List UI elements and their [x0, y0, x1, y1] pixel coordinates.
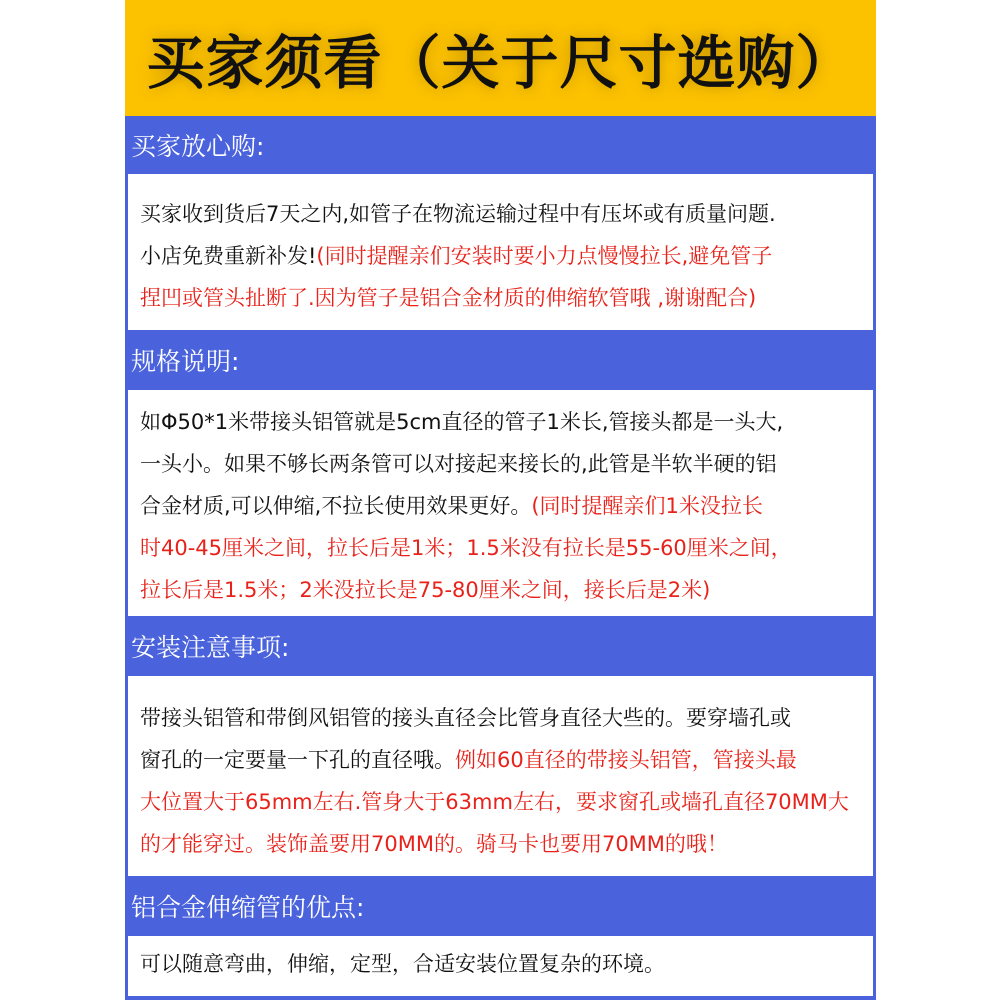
section-title: 规格说明:	[131, 347, 240, 376]
section-header-advantages	[125, 876, 876, 936]
section-body-specifications	[125, 390, 876, 616]
section-title: 铝合金伸缩管的优点:	[131, 893, 365, 922]
text-line: 一头小。如果不够长两条管可以对接起来接长的,此管是半软半硬的铝	[140, 452, 777, 476]
section-header-buyer-assurance	[125, 116, 876, 174]
section-title: 买家放心购:	[131, 132, 265, 161]
section-title: 安装注意事项:	[131, 633, 290, 662]
product-notice-page	[125, 0, 876, 1000]
text-line: 可以随意弯曲，伸缩，定型，合适安装位置复杂的环境。	[140, 952, 665, 976]
text-line: 小店免费重新补发!(同时提醒亲们安装时要小力点慢慢拉长,避免管子	[140, 244, 773, 268]
text-line: 如Φ50*1米带接头铝管就是5cm直径的管子1米长,管接头都是一头大,	[140, 410, 784, 434]
text-line: 时40-45厘米之间，拉长后是1米；1.5米没有拉长是55-60厘米之间，	[140, 536, 792, 560]
section-header-installation-notes	[125, 616, 876, 676]
text-line: 拉长后是1.5米；2米没拉长是75-80厘米之间，接长后是2米)	[140, 578, 711, 602]
text-line: 的才能穿过。装饰盖要用70MM的。骑马卡也要用70MM的哦！	[140, 832, 728, 856]
text-line: 窗孔的一定要量一下孔的直径哦。例如60直径的带接头铝管，管接头最	[140, 748, 797, 772]
text-line: 合金材质,可以伸缩,不拉长使用效果更好。(同时提醒亲们1米没拉长	[140, 494, 763, 518]
section-body-buyer-assurance	[125, 174, 876, 330]
header-banner	[125, 0, 876, 116]
section-body-installation-notes	[125, 676, 876, 876]
page-title: 买家须看（关于尺寸选购）	[146, 29, 855, 97]
bottom-border	[125, 996, 876, 1000]
text-line: 大位置大于65mm左右.管身大于63mm左右，要求窗孔或墙孔直径70MM大	[140, 790, 849, 814]
text-line: 买家收到货后7天之内,如管子在物流运输过程中有压坏或有质量问题.	[140, 202, 776, 226]
section-header-specifications	[125, 330, 876, 390]
text-line: 带接头铝管和带倒风铝管的接头直径会比管身直径大些的。要穿墙孔或	[140, 706, 791, 730]
text-line: 捏凹或管头扯断了.因为管子是铝合金材质的伸缩软管哦 ,谢谢配合)	[140, 286, 757, 310]
section-body-advantages	[125, 936, 876, 998]
